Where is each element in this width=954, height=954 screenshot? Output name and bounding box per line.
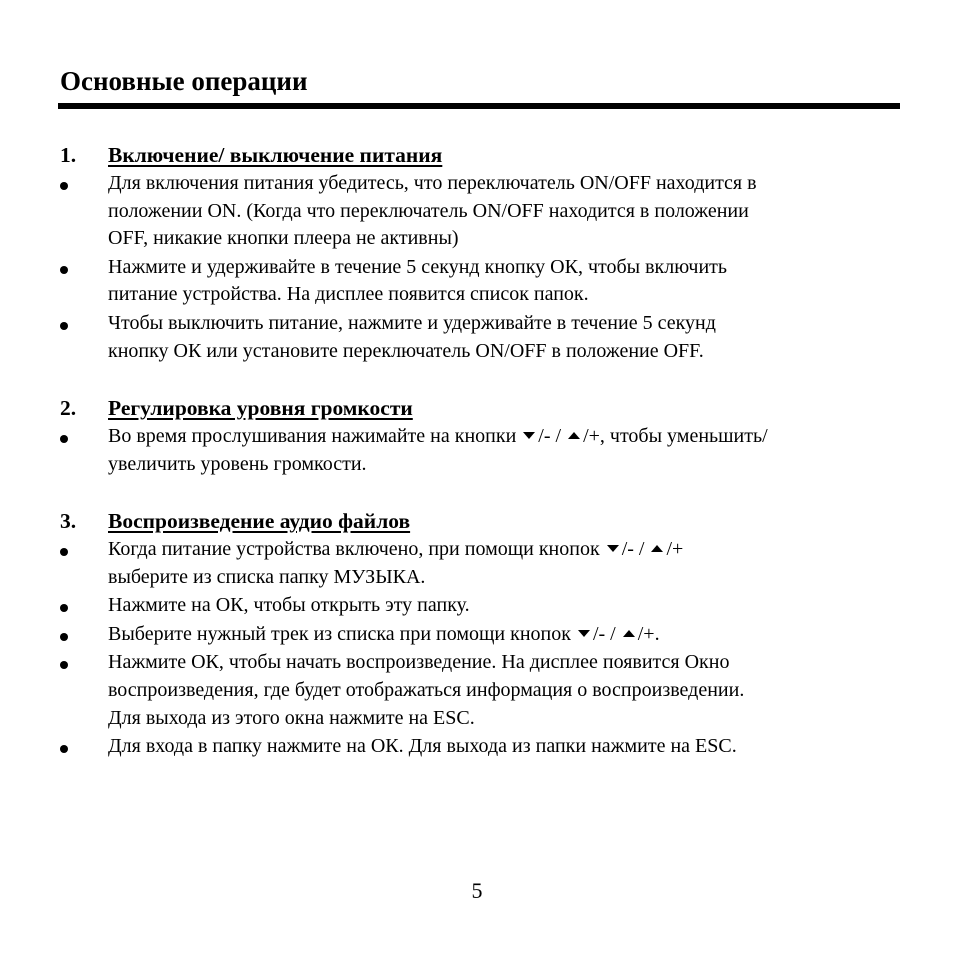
triangle-down-icon <box>578 630 590 637</box>
section-title: Включение/ выключение питания <box>108 143 443 167</box>
section-heading <box>0 393 954 423</box>
text-fragment: Выберите нужный трек из списка при помощи кнопок <box>108 622 576 645</box>
text-line: Чтобы выключить питание, нажмите и удерживайте в течение 5 секунд <box>108 311 716 334</box>
bullet-icon <box>60 633 68 641</box>
text-line: увеличить уровень громкости. <box>108 452 367 475</box>
page-number: 5 <box>471 878 483 903</box>
bullet-list <box>0 423 954 478</box>
list-item <box>0 254 898 309</box>
text-fragment: /- / <box>621 538 650 560</box>
text-line: Для включения питания убедитесь, что переключатель ON/OFF находится в <box>108 172 757 194</box>
section-title: Воспроизведение аудио файлов <box>108 509 411 533</box>
triangle-up-icon <box>568 432 580 439</box>
bullet-list <box>0 536 954 761</box>
text-line: Нажмите и удерживайте в течение 5 секунд кнопку ОК, чтобы включить <box>108 255 728 278</box>
text-line: питание устройства. На дисплее появится список папок. <box>108 283 589 306</box>
section-title: Регулировка уровня громкости <box>108 396 413 420</box>
bullet-icon <box>60 322 68 330</box>
text-line <box>108 536 898 564</box>
text-line: кнопку ОК или установите переключатель ON/OFF в положение OFF. <box>108 339 704 362</box>
text-fragment: Когда питание устройства включено, при помощи кнопок <box>108 538 605 560</box>
page-title: Основные операции <box>60 66 308 96</box>
section-number: 3. <box>60 509 77 533</box>
section-volume <box>0 393 954 479</box>
list-item <box>0 170 898 253</box>
title-rule <box>58 103 900 109</box>
text-line: Для входа в папку нажмите на ОК. Для выхода из папки нажмите на ESC. <box>108 735 737 758</box>
bullet-icon <box>60 435 68 443</box>
list-item <box>0 592 898 620</box>
list-item <box>0 733 898 761</box>
section-power <box>0 140 954 366</box>
text-line: Нажмите ОК, чтобы начать воспроизведение. На дисплее появится Окно <box>108 651 730 674</box>
bullet-icon <box>60 745 68 753</box>
text-fragment: /+ <box>666 538 684 560</box>
text-line: выберите из списка папку МУЗЫКА. <box>108 565 426 588</box>
section-playback <box>0 506 954 762</box>
list-item <box>0 621 898 649</box>
triangle-down-icon <box>607 545 619 552</box>
section-number: 2. <box>60 396 77 420</box>
text-line: OFF, никакие кнопки плеера не активны) <box>108 227 459 250</box>
bullet-icon <box>60 182 68 190</box>
section-heading <box>0 506 954 536</box>
list-item <box>0 423 898 478</box>
triangle-up-icon <box>651 545 663 552</box>
section-heading <box>0 140 954 170</box>
text-line: положении ON. (Когда что переключатель ON/OFF находится в положении <box>108 199 749 222</box>
text-fragment: /+, чтобы уменьшить/ <box>583 425 768 447</box>
bullet-icon <box>60 266 68 274</box>
bullet-list <box>0 170 954 365</box>
list-item <box>0 649 898 732</box>
text-line <box>108 621 898 649</box>
text-fragment: /- / <box>592 622 621 645</box>
text-line <box>108 423 898 451</box>
list-item <box>0 310 898 365</box>
list-item <box>0 536 898 591</box>
bullet-icon <box>60 604 68 612</box>
text-line: Нажмите на ОК, чтобы открыть эту папку. <box>108 594 470 617</box>
text-fragment: Во время прослушивания нажимайте на кнопки <box>108 425 522 447</box>
bullet-icon <box>60 548 68 556</box>
text-fragment: /- / <box>538 425 567 447</box>
text-line: Для выхода из этого окна нажмите на ESC. <box>108 706 475 729</box>
triangle-up-icon <box>623 630 635 637</box>
text-fragment: /+. <box>637 622 660 645</box>
triangle-down-icon <box>523 432 535 439</box>
text-line: воспроизведения, где будет отображаться информация о воспроизведении. <box>108 678 745 701</box>
section-number: 1. <box>60 143 77 167</box>
bullet-icon <box>60 661 68 669</box>
